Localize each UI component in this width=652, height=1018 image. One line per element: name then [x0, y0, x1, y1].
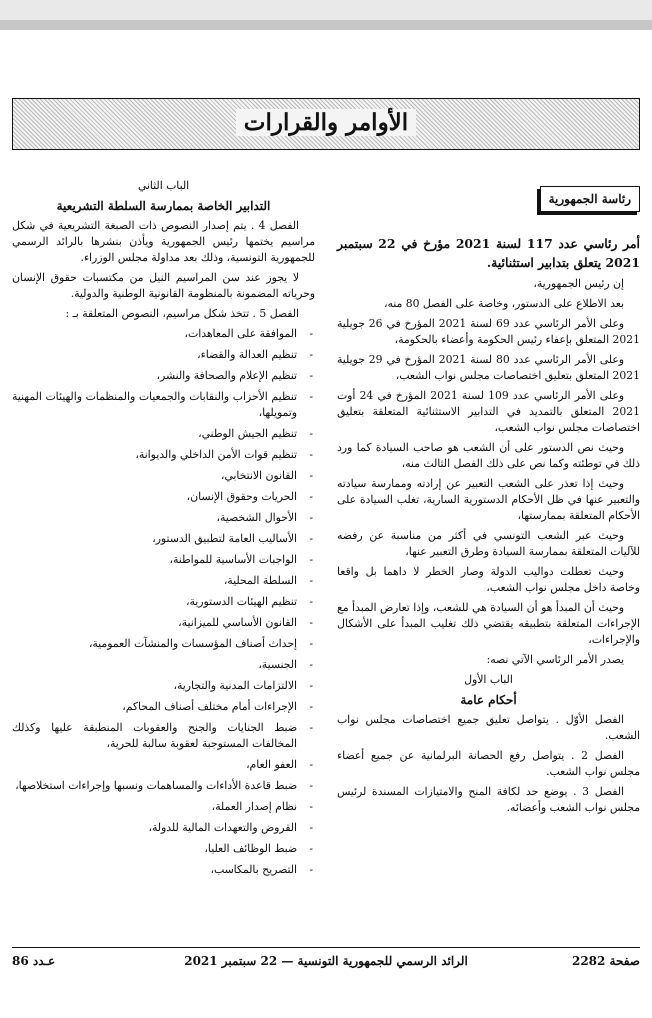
paragraph: وعلى الأمر الرئاسي عدد 80 لسنة 2021 المؤرخ في 29 جويلية 2021 المتعلق بتعليق اختصاصات مجلس نواب الشعب، — [337, 353, 640, 382]
paragraph: وحيث إذا تعذر على الشعب التعبير عن إرادته وممارسة سيادته والتعبير عنها في ظل الأحكام الدستورية السارية، تغلب السيادة على الأحكام المتعلقة بممارستها، — [337, 477, 640, 522]
paragraph: بعد الاطلاع على الدستور، وخاصة على الفصل 80 منه، — [383, 297, 624, 310]
article-5: الفصل 5 . تتخذ شكل مراسيم، النصوص المتعلقة بـ : — [65, 307, 299, 320]
list-item: - ضبط الوظائف العليا، — [12, 841, 315, 857]
list-item: - القروض والتعهدات المالية للدولة، — [12, 820, 315, 836]
list-item: - ضبط الجنايات والجنح والعقوبات المنطبقة عليها وكذلك المخالفات المستوجبة لعقوبة سالبة للحرية، — [12, 720, 315, 752]
list-item: - الالتزامات المدنية والتجارية، — [12, 678, 315, 694]
article: الفصل 3 . يوضع حد لكافة المنح والامتيازات المسندة لرئيس مجلس نواب الشعب وأعضائه. — [337, 785, 640, 814]
article: الفصل الأوّل . يتواصل تعليق جميع اختصاصات مجلس نواب الشعب. — [337, 713, 640, 742]
list-item: - التصريح بالمكاسب، — [12, 862, 315, 878]
list-item: - إحداث أصناف المؤسسات والمنشآت العمومية، — [12, 636, 315, 652]
chapter-two: الباب الثاني — [137, 179, 190, 192]
issue-number: عـدد 86 — [12, 954, 56, 968]
paragraph: وحيث نص الدستور على أن الشعب هو صاحب السيادة كما ورد ذلك في توطئته وكما نص على ذلك الفصل الثالث منه، — [337, 441, 640, 470]
section-banner — [12, 98, 640, 150]
article: الفصل 2 . يتواصل رفع الحصانة البرلمانية عن جميع أعضاء مجلس نواب الشعب. — [337, 749, 640, 778]
page-footer — [12, 947, 640, 968]
list-item: - تنظيم الإعلام والصحافة والنشر، — [12, 368, 315, 384]
list-item: - الواجبات الأساسية للمواطنة، — [12, 552, 315, 568]
list-item: - تنظيم الجيش الوطني، — [12, 426, 315, 442]
decree-subjects-list — [12, 326, 315, 878]
list-item: - ضبط قاعدة الأداءات والمساهمات ونسبها وإجراءات استخلاصها، — [12, 778, 315, 794]
paragraph: وحيث أن المبدأ هو أن السيادة هي للشعب، وإذا تعارض المبدأ مع الإجراءات المتعلقة بتطبيقه يقتضي ذلك تغليب المبدأ على الأشكال والإجراءات، — [337, 601, 640, 646]
scan-top-strip — [0, 0, 652, 30]
list-item: - تنظيم قوات الأمن الداخلي والديوانة، — [12, 447, 315, 463]
general-heading: أحكام عامة — [460, 693, 517, 707]
banner-title: الأوامر والقرارات — [236, 109, 416, 136]
left-column — [12, 178, 315, 883]
paragraph: وعلى الأمر الرئاسي عدد 109 لسنة 2021 المؤرخ في 24 أوت 2021 المتعلق بالتمديد في التدابير الاستثنائية المتعلقة بتعليق اختصاصات مجلس نواب الشعب، — [337, 389, 640, 434]
chapter-one: الباب الأول — [464, 673, 513, 686]
list-item: - تنظيم الهيئات الدستورية، — [12, 594, 315, 610]
issue-line: يصدر الأمر الرئاسي الآتي نصه: — [486, 653, 624, 666]
journal-date: الرائد الرسمي للجمهورية التونسية — 22 سبتمبر 2021 — [184, 954, 468, 968]
list-item: - العفو العام، — [12, 757, 315, 773]
list-item: - القانون الأساسي للميزانية، — [12, 615, 315, 631]
list-item: - تنظيم الأحزاب والنقابات والجمعيات والمنظمات والهيئات المهنية وتمويلها، — [12, 389, 315, 421]
list-item: - الحريات وحقوق الإنسان، — [12, 489, 315, 505]
list-item: - السلطة المحلية، — [12, 573, 315, 589]
decree-title: أمر رئاسي عدد 117 لسنة 2021 مؤرخ في 22 سبتمبر 2021 يتعلق بتدابير استثنائية. — [337, 236, 640, 270]
list-item: - الأحوال الشخصية، — [12, 510, 315, 526]
rights-paragraph: لا يجوز عند سن المراسيم النيل من مكتسبات حقوق الإنسان وحرياته المضمونة بالمنظومة القانونية الوطنية والدولية. — [12, 271, 315, 300]
paragraph: وحيث تعطلت دواليب الدولة وصار الخطر لا داهما بل واقعا وخاصة داخل مجلس نواب الشعب، — [337, 565, 640, 594]
list-item: - الإجراءات أمام مختلف أصناف المحاكم، — [12, 699, 315, 715]
page-number: صفحة 2282 — [571, 954, 640, 968]
presidency-box: رئاسة الجمهورية — [540, 186, 640, 212]
list-item: - الموافقة على المعاهدات، — [12, 326, 315, 342]
article-4: الفصل 4 . يتم إصدار النصوص ذات الصبغة التشريعية في شكل مراسيم يختمها رئيس الجمهورية ويأذن بنشرها بالرائد الرسمي للجمهورية التونسية، وذلك بعد مداولة مجلس الوزراء. — [12, 219, 315, 264]
paragraph: إن رئيس الجمهورية، — [533, 277, 624, 290]
paragraph: وحيث عبر الشعب التونسي في أكثر من مناسبة عن رفضه للآليات المتعلقة بممارسة السيادة وطرق التعبير عنها، — [337, 529, 640, 558]
legislative-heading: التدابير الخاصة بممارسة السلطة التشريعية — [56, 199, 271, 213]
list-item: - نظام إصدار العملة، — [12, 799, 315, 815]
paragraph: وعلى الأمر الرئاسي عدد 69 لسنة 2021 المؤرخ في 26 جويلية 2021 المتعلق بإعفاء رئيس الحكومة وأعضاء بالحكومة، — [337, 317, 640, 346]
list-item: - الجنسية، — [12, 657, 315, 673]
list-item: - الأساليب العامة لتطبيق الدستور، — [12, 531, 315, 547]
list-item: - القانون الانتخابي، — [12, 468, 315, 484]
right-column — [337, 178, 640, 820]
list-item: - تنظيم العدالة والقضاء، — [12, 347, 315, 363]
